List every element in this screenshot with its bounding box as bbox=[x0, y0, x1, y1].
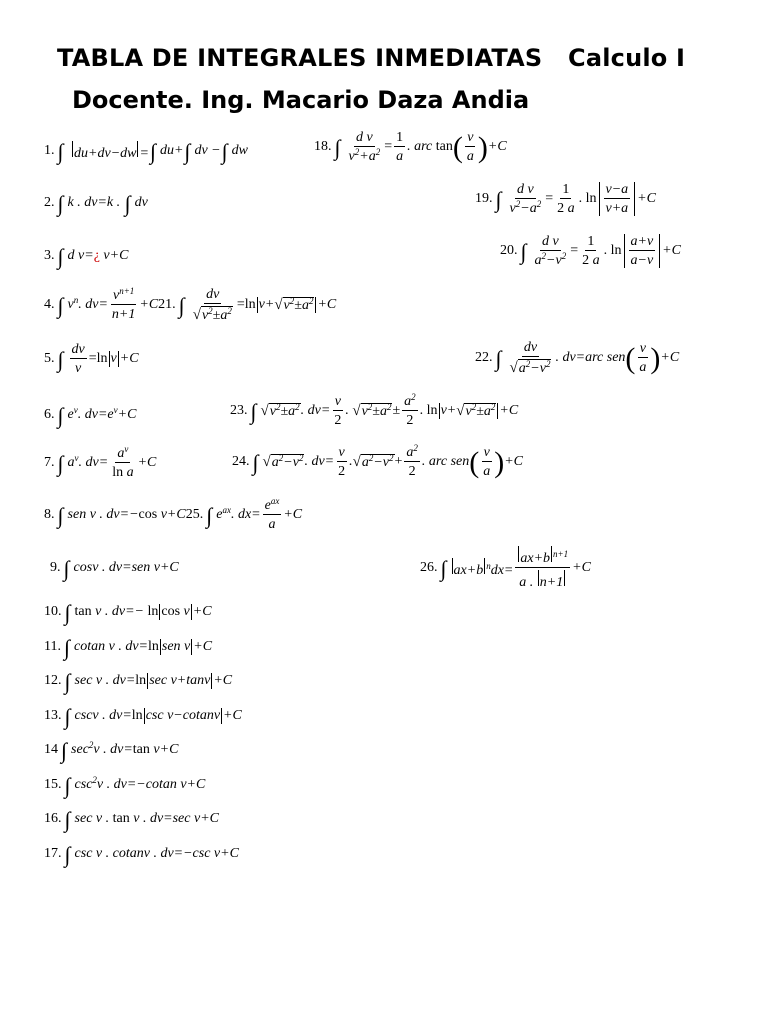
formula-14: 14 ∫ $\sec^2v$ . dv= tan v+C bbox=[44, 738, 179, 763]
formula-19: 19. ∫ $\frac{\text{d v}}{v^2-a^2}$ = $\frac{1}{2 a}$ . ln $\frac{v-a}{v+a}$ +C bbox=[475, 182, 656, 217]
page-title: TABLA DE INTEGRALES INMEDIATAS Calculo I bbox=[57, 44, 686, 72]
integral-sign: ∫ bbox=[57, 139, 64, 164]
formula-13: 13. ∫ cscv . dv= ln csc v−cotanv +C bbox=[44, 704, 242, 729]
formula-4-21: 4. ∫ $v^n$. dv= $\frac{v^{n+1}}{n+1}$ +C 21. ∫ dv √ $v^2\pm a^2$ = ln v+ √ $v^2\pm a^2$ +C bbox=[44, 286, 337, 324]
formula-7: 7. ∫ $a^v$. dv= $\frac{a^v}{\text{ln a}}$ +C bbox=[44, 444, 157, 481]
unknown-glyph: ¿ bbox=[93, 248, 100, 263]
formula-11: 11. ∫ cotan v . dv= ln sen v +C bbox=[44, 635, 213, 660]
formula-17: 17. ∫ csc v . cotanv . dv=−csc v+C bbox=[44, 842, 239, 867]
formula-5: 5. ∫ $\frac{dv}{v}$ = ln v +C bbox=[44, 342, 139, 377]
formula-26: 26. ∫ ax+b $^n$dx= $\frac{ax+b ^{n+1}}{a . n+1}$ +C bbox=[420, 546, 591, 591]
formula-23: 23. ∫ √ $v^2\pm a^2$ . dv= $\frac{v}{2}$ . √ $v^2\pm a^2$ ± $\frac{a^2}{2}$ . ln v+ √ $v^2\pm a^2$ +C bbox=[230, 392, 519, 429]
formula-18: 18. ∫ $\frac{\text{d v}}{v^2+a^2}$ = $\frac{1}{a}$ . arc tan ( $\frac{v}{a}$ ) +C bbox=[314, 130, 507, 165]
formula-10: 10. ∫ tan v . dv=− ln cos v +C bbox=[44, 600, 212, 625]
page-subtitle: Docente. Ing. Macario Daza Andia bbox=[72, 86, 530, 114]
formula-22: 22. ∫ dv √ $a^2-v^2$ . dv=arc sen ( $\frac{v}{a}$ ) +C bbox=[475, 340, 680, 377]
formula-15: 15. ∫ $\csc^2v$ . dv=−cotan v+C bbox=[44, 773, 206, 798]
formula-8-25: 8. ∫ sen v . dv=− cos v+C 25. ∫ $e^{ax}$. dx= $\frac{e^{ax}}{a}$ +C bbox=[44, 496, 303, 533]
formula-12: 12. ∫ sec v . dv= ln sec v+tanv +C bbox=[44, 669, 233, 694]
formula-9: 9. ∫ cosv . dv=sen v+C bbox=[50, 556, 179, 581]
formula-20: 20. ∫ $\frac{\text{d v}}{a^2-v^2}$ = $\frac{1}{2 a}$ . ln $\frac{a+v}{a-v}$ +C bbox=[500, 234, 681, 269]
formula-16: 16. ∫ sec v . tan v . dv=sec v+C bbox=[44, 807, 219, 832]
formula-2: 2. ∫ k . dv=k . ∫ dv bbox=[44, 191, 148, 216]
formula-3: 3. ∫ d v= ¿ v+C bbox=[44, 244, 129, 269]
formula-6: 6. ∫ $e^v$. $dv=e^v+C$ bbox=[44, 403, 137, 428]
formula-1: 1. ∫ du+dv−dw = ∫ du+ ∫ dv − ∫ dw bbox=[44, 139, 248, 164]
formula-24: 24. ∫ √ $a^2-v^2$ . dv= $\frac{v}{2}$ . √ $a^2-v^2$ + $\frac{a^2}{2}$ . arc sen ( $\frac{v}{a}$ ) +C bbox=[232, 443, 524, 480]
